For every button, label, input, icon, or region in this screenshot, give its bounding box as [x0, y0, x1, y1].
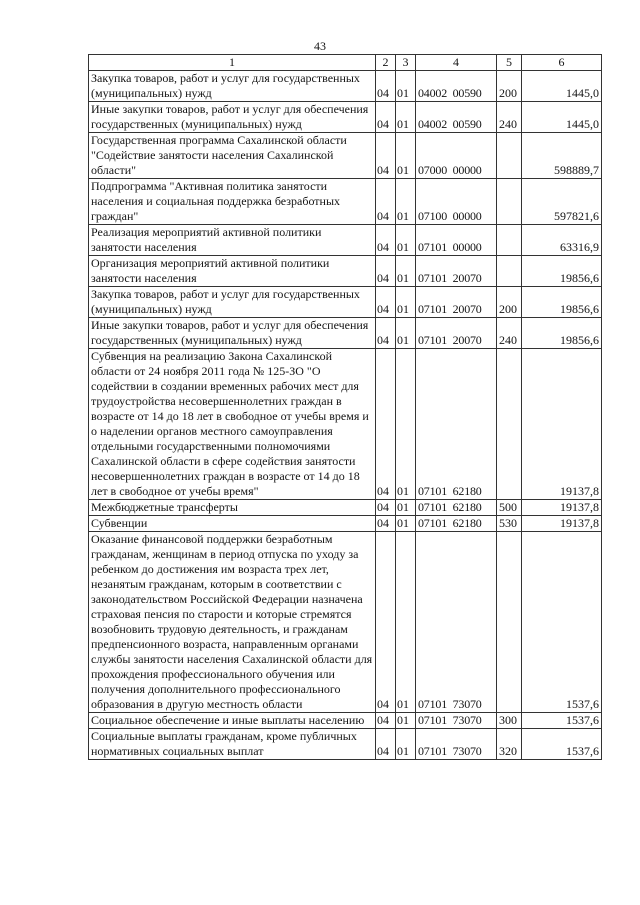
amount-cell: 19856,6	[522, 256, 602, 287]
item-name-cell: Субвенции	[89, 516, 376, 532]
target-article-cell: 07101 20070	[416, 287, 497, 318]
expense-type-cell	[497, 532, 522, 713]
expense-type-cell	[497, 133, 522, 179]
section-code-cell: 04	[376, 516, 396, 532]
target-article-cell: 07101 73070	[416, 729, 497, 760]
table-row	[89, 713, 602, 729]
amount-cell: 63316,9	[522, 225, 602, 256]
target-article-cell: 07000 00000	[416, 133, 497, 179]
section-code-cell: 04	[376, 225, 396, 256]
table-row	[89, 729, 602, 760]
table-row	[89, 256, 602, 287]
item-name-cell: Реализация мероприятий активной политики занятости населения	[89, 225, 376, 256]
column-header-4: 4	[416, 55, 497, 71]
table-row	[89, 71, 602, 102]
item-name-cell: Государственная программа Сахалинской области "Содействие занятости населения Сахалинской области"	[89, 133, 376, 179]
expense-type-cell: 200	[497, 71, 522, 102]
subsection-code-cell: 01	[396, 102, 416, 133]
subsection-code-cell: 01	[396, 516, 416, 532]
column-header-6: 6	[522, 55, 602, 71]
section-code-cell: 04	[376, 318, 396, 349]
amount-cell: 19137,8	[522, 516, 602, 532]
target-article-cell: 07101 62180	[416, 500, 497, 516]
expense-type-cell	[497, 349, 522, 500]
table-row	[89, 516, 602, 532]
item-name-cell: Закупка товаров, работ и услуг для государственных (муниципальных) нужд	[89, 71, 376, 102]
target-article-cell: 07101 20070	[416, 318, 497, 349]
subsection-code-cell: 01	[396, 179, 416, 225]
column-header-1: 1	[89, 55, 376, 71]
target-article-cell: 07101 20070	[416, 256, 497, 287]
item-name-cell: Субвенция на реализацию Закона Сахалинской области от 24 ноября 2011 года № 125-ЗО "О содействии в создании временных рабочих мест для трудоустройства несовершеннолетних граждан в возрасте от 14 до 18 лет в свободное от учебы время и о наделении органов местного самоуправления отдельными государственными полномочиями Сахалинской области в сфере содействия занятости несовершеннолетних граждан в возрасте от 14 до 18 лет в свободное от учебы время"	[89, 349, 376, 500]
section-code-cell: 04	[376, 729, 396, 760]
target-article-cell: 04002 00590	[416, 71, 497, 102]
amount-cell: 19856,6	[522, 287, 602, 318]
table-row	[89, 179, 602, 225]
amount-cell: 1537,6	[522, 532, 602, 713]
section-code-cell: 04	[376, 500, 396, 516]
column-header-5: 5	[497, 55, 522, 71]
expense-type-cell: 500	[497, 500, 522, 516]
subsection-code-cell: 01	[396, 318, 416, 349]
subsection-code-cell: 01	[396, 500, 416, 516]
amount-cell: 597821,6	[522, 179, 602, 225]
item-name-cell: Закупка товаров, работ и услуг для государственных (муниципальных) нужд	[89, 287, 376, 318]
column-header-2: 2	[376, 55, 396, 71]
table-row	[89, 287, 602, 318]
amount-cell: 1537,6	[522, 713, 602, 729]
section-code-cell: 04	[376, 179, 396, 225]
amount-cell: 1537,6	[522, 729, 602, 760]
expense-type-cell: 200	[497, 287, 522, 318]
section-code-cell: 04	[376, 349, 396, 500]
header-row	[89, 55, 602, 71]
target-article-cell: 07100 00000	[416, 179, 497, 225]
section-code-cell: 04	[376, 532, 396, 713]
amount-cell: 19856,6	[522, 318, 602, 349]
item-name-cell: Организация мероприятий активной политики занятости населения	[89, 256, 376, 287]
section-code-cell: 04	[376, 256, 396, 287]
table-row	[89, 318, 602, 349]
item-name-cell: Социальное обеспечение и иные выплаты населению	[89, 713, 376, 729]
item-name-cell: Межбюджетные трансферты	[89, 500, 376, 516]
budget-table	[88, 54, 602, 760]
item-name-cell: Социальные выплаты гражданам, кроме публичных нормативных социальных выплат	[89, 729, 376, 760]
amount-cell: 1445,0	[522, 71, 602, 102]
target-article-cell: 04002 00590	[416, 102, 497, 133]
target-article-cell: 07101 00000	[416, 225, 497, 256]
section-code-cell: 04	[376, 713, 396, 729]
section-code-cell: 04	[376, 71, 396, 102]
expense-type-cell: 300	[497, 713, 522, 729]
amount-cell: 19137,8	[522, 349, 602, 500]
subsection-code-cell: 01	[396, 256, 416, 287]
target-article-cell: 07101 62180	[416, 516, 497, 532]
expense-type-cell	[497, 179, 522, 225]
subsection-code-cell: 01	[396, 729, 416, 760]
table-row	[89, 225, 602, 256]
expense-type-cell	[497, 225, 522, 256]
table-row	[89, 532, 602, 713]
subsection-code-cell: 01	[396, 287, 416, 318]
expense-type-cell: 530	[497, 516, 522, 532]
table-row	[89, 102, 602, 133]
table-row	[89, 133, 602, 179]
expense-type-cell	[497, 256, 522, 287]
subsection-code-cell: 01	[396, 133, 416, 179]
subsection-code-cell: 01	[396, 532, 416, 713]
target-article-cell: 07101 73070	[416, 713, 497, 729]
section-code-cell: 04	[376, 102, 396, 133]
section-code-cell: 04	[376, 133, 396, 179]
table-row	[89, 349, 602, 500]
subsection-code-cell: 01	[396, 71, 416, 102]
table-row	[89, 500, 602, 516]
subsection-code-cell: 01	[396, 349, 416, 500]
column-header-3: 3	[396, 55, 416, 71]
expense-type-cell: 240	[497, 318, 522, 349]
expense-type-cell: 320	[497, 729, 522, 760]
amount-cell: 598889,7	[522, 133, 602, 179]
subsection-code-cell: 01	[396, 713, 416, 729]
page-number: 43	[314, 39, 326, 53]
subsection-code-cell: 01	[396, 225, 416, 256]
item-name-cell: Подпрограмма "Активная политика занятости населения и социальная поддержка безработных граждан"	[89, 179, 376, 225]
item-name-cell: Иные закупки товаров, работ и услуг для обеспечения государственных (муниципальных) нужд	[89, 318, 376, 349]
section-code-cell: 04	[376, 287, 396, 318]
amount-cell: 19137,8	[522, 500, 602, 516]
target-article-cell: 07101 73070	[416, 532, 497, 713]
expense-type-cell: 240	[497, 102, 522, 133]
amount-cell: 1445,0	[522, 102, 602, 133]
item-name-cell: Оказание финансовой поддержки безработным гражданам, женщинам в период отпуска по уходу за ребенком до достижения им возраста трех лет, незанятым гражданам, которым в соответствии с законодательством Российской Федерации назначена страховая пенсия по старости и которые стремятся возобновить трудовую деятельность, и гражданам предпенсионного возраста, направленным органами службы занятости населения Сахалинской области для прохождения профессионального обучения или получения дополнительного профессионального образования в другую местность области	[89, 532, 376, 713]
item-name-cell: Иные закупки товаров, работ и услуг для обеспечения государственных (муниципальных) нужд	[89, 102, 376, 133]
target-article-cell: 07101 62180	[416, 349, 497, 500]
